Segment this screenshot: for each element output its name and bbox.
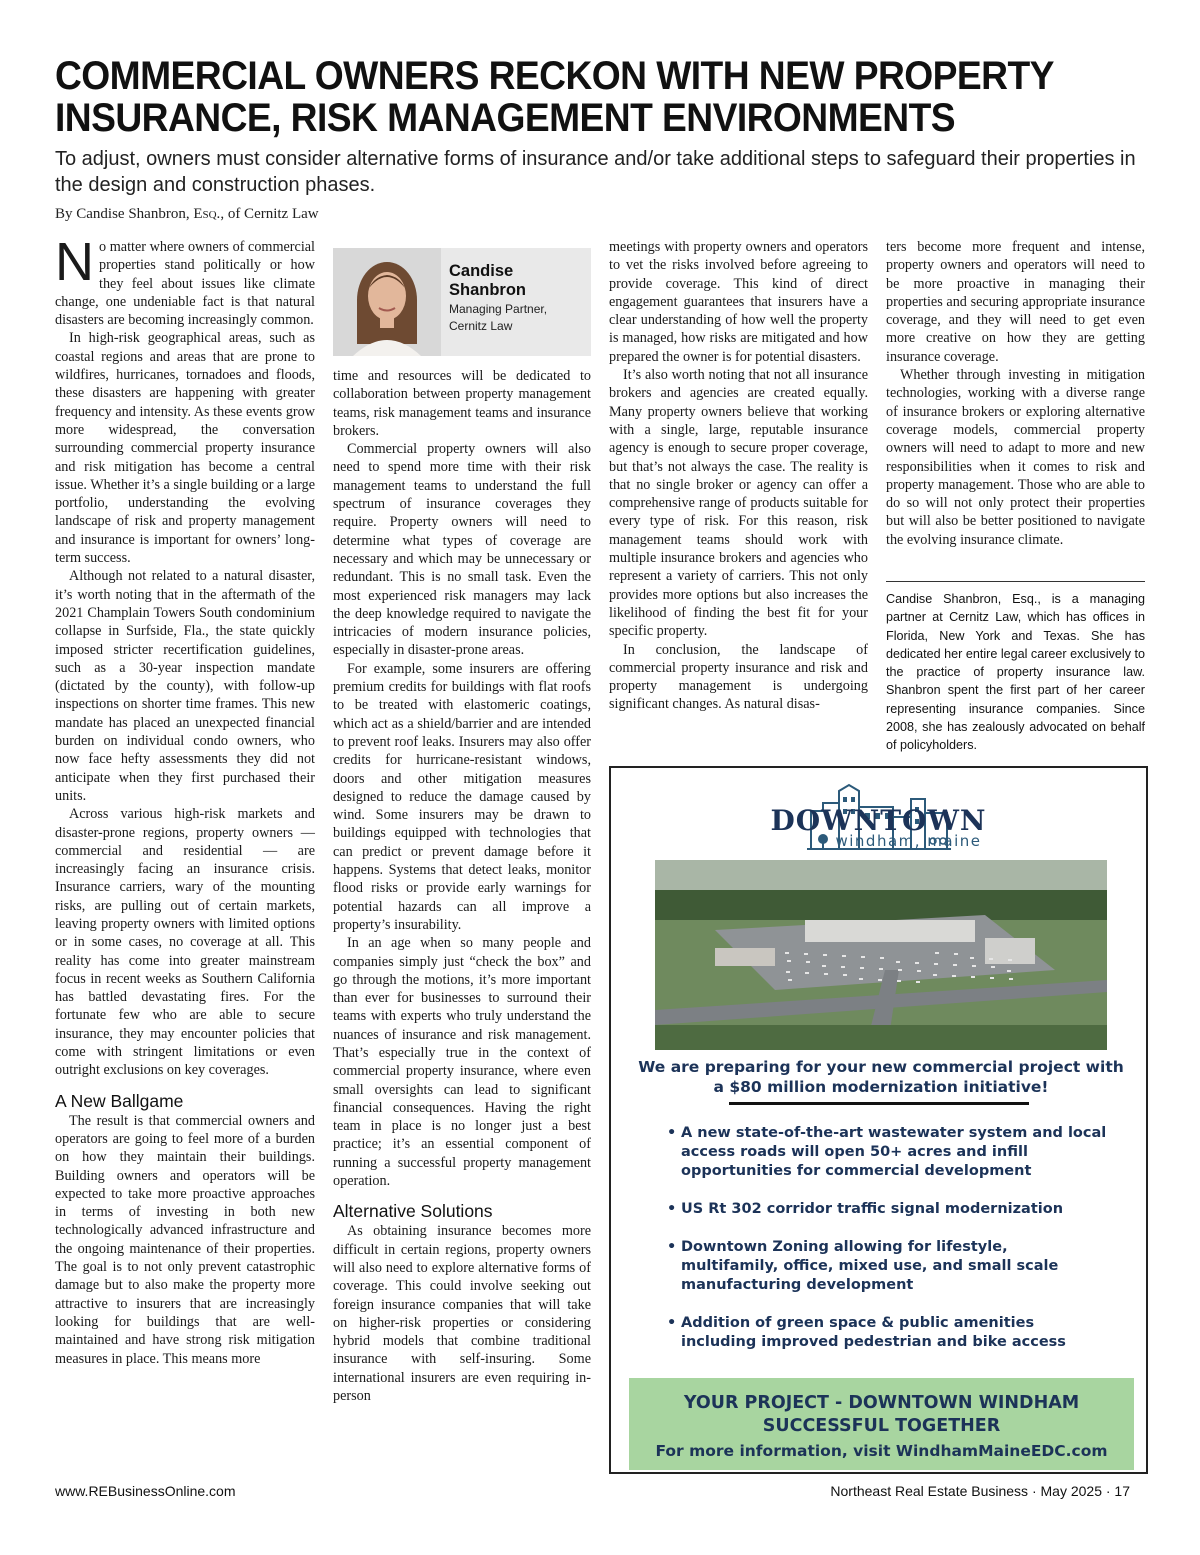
ad-bullet-text: Addition of green space & public amenities including improved pedestrian and bike access [681, 1315, 1066, 1350]
column-3 [609, 238, 868, 714]
bio-divider [886, 581, 1145, 582]
bullet-icon: • [667, 1239, 677, 1255]
author-photo-box [333, 248, 591, 356]
drop-cap: N [55, 232, 94, 292]
byline-prefix: By Candise Shanbron, [55, 206, 194, 222]
footer-publication-info: Northeast Real Estate Business · May 2025 · 17 [830, 1483, 1130, 1499]
col1-paragraph-4: Across various high-risk markets and disaster-prone regions, property owners — commercial and residential — are increasingly facing an insurance crisis. Insurance carriers, wary of the mounting risks, are pulling out of certain markets, leaving property owners with limited options or in some cases, no coverage at all. This reality has come into greater mainstream focus in recent weeks as Southern California has battled devastating fires. For the fortunate few who are able to secure insurance, they may encounter policies that come with stringent limitations or even outright exclusions on key coverages. [55, 806, 315, 1079]
headline: COMMERCIAL OWNERS RECKON WITH NEW PROPERTY INSURANCE, RISK MANAGEMENT ENVIRONMENTS [55, 54, 1054, 140]
col3-paragraph-1: meetings with property owners and operators to vet the risks involved before agreeing to provide coverage. This kind of direct engagement guarantees that insurers have a clear understanding of how well the property is managed, how risks are mitigated and how prepared the owner is for potential disasters. [609, 239, 868, 365]
aerial-photo [655, 860, 1107, 1050]
column-1 [55, 232, 315, 1368]
byline-esq: Esq. [193, 206, 221, 222]
author-bio: Candise Shanbron, Esq., is a managing partner at Cernitz Law, which has offices in Florida, New York and Texas. She has dedicated her entire legal career exclusively to the practice of property insurance law. Shanbron spent the first part of her career representing insurance companies. Since 2008, she has zealously advocated on behalf of policyholders. [886, 592, 1146, 753]
col3-paragraph-3: In conclusion, the landscape of commercial property insurance and risk and property management is undergoing significant changes. As natural disas- [609, 641, 868, 713]
col2-paragraph-3: For example, some insurers are offering premium credits for buildings with flat roofs to be treated with elastomeric coatings, which act as a shield/barrier and are intended to prevent roof leaks. Insurers may also offer credits for hurricane-resistant windows, doors and other mitigation measures designed to reduce the damage caused by wind. Some insurers may be drawn to buildings equipped with technologies that can predict or prevent damage before it happens. Systems that detect leaks, monitor flood risks or provide early warnings for potential hazards can all improve a property’s insurability. [333, 660, 591, 933]
column-4 [886, 238, 1145, 549]
ad-bullet-text: A new state-of-the-art wastewater system and local access roads will open 50+ acres and infill opportunities for commercial development [681, 1125, 1107, 1179]
ad-bullet-text: Downtown Zoning allowing for lifestyle, multifamily, office, mixed use, and small scale manufacturing development [681, 1239, 1059, 1293]
col3-paragraph-2: It’s also worth noting that not all insurance brokers and agencies are created equally. Many property owners believe that working with a single, large, reputable insurance agency is enough to secure proper coverage, but that’s not always the case. The reality is that no single broker or agency can offer a comprehensive range of products suitable for every type of risk. For this reason, risk management teams should work with multiple insurance brokers and agencies who represent a variety of carriers. This not only provides more options but also increases the likelihood of finding the best fit for your specific property. [609, 367, 868, 640]
ad-bullet-item [667, 1238, 1107, 1295]
downtown-windham-ad [609, 766, 1148, 1474]
col2-paragraph-4: In an age when so many people and companies simply just “check the box” and go through the motions, it’s more important than ever for businesses to surround their teams with experts who truly understand the nuances of insurance and risk management. That’s especially true in the context of commercial property insurance, where even small oversights can lead to significant financial consequences. Having the right team in place is no longer just a best practice; it’s an essential component of running a successful property management operation. [333, 935, 591, 1190]
ad-bullet-item [667, 1200, 1107, 1219]
ad-brand-name: DOWNTOWN [770, 804, 987, 837]
cta-website-link[interactable]: For more information, visit WindhamMaineEDC.com [655, 1442, 1108, 1460]
cta-line-1: YOUR PROJECT - DOWNTOWN WINDHAM [683, 1393, 1080, 1413]
col1-p1-text: o matter where owners of commercial properties stand politically or how they feel about issues like climate change, one undeniable fact is that natural disasters are becoming increasingly common. [55, 239, 315, 329]
col1-paragraph-5: The result is that commercial owners and operators are going to feel more of a burden on how they maintain their buildings. Building owners and operators will be expected to take more proactive approaches in terms of investing in both new technologically advanced infrastructure and the ongoing maintenance of their properties. The goal is to not only prevent catastrophic damage but to also make the property more attractive to insurers that are increasingly looking for buildings that are well-maintained and have strong risk mitigation measures in place. This means more [55, 1112, 315, 1367]
col4-paragraph-1: ters become more frequent and intense, property owners and operators will need to be more proactive in managing their properties and securing appropriate insurance coverage, and they will need to get even more creative on how they are getting insurance coverage. [886, 239, 1145, 365]
bullet-icon: • [667, 1201, 677, 1217]
ad-cta-box [629, 1378, 1134, 1470]
ad-bullet-list [667, 1124, 1107, 1371]
subhead: To adjust, owners must consider alternative forms of insurance and/or take additional steps to safeguard their properties in the design and construction phases. [55, 148, 1136, 196]
subsection-heading-alternative-solutions: Alternative Solutions [333, 1201, 493, 1222]
col2-paragraph-2: Commercial property owners will also need to spend more time with their risk management teams to understand the full spectrum of insurance coverages they require. Property owners will need to determine what types of coverage are necessary and which may be unnecessary or redundant. This is no small task. Even the most experienced risk managers may lack the deep knowledge required to navigate the intricacies of modern insurance policies, especially in disaster-prone areas. [333, 441, 591, 659]
bullet-icon: • [667, 1125, 677, 1141]
column-2 [333, 367, 591, 1405]
col1-paragraph-2: In high-risk geographical areas, such as coastal regions and areas that are prone to wildfires, hurricanes, tornadoes and floods, these disasters are happening with greater frequency and intensity. As these events grow more widespread, the conversation surrounding commercial property insurance and risk mitigation has become a central issue. Whether it’s a single building or a large portfolio, understanding the evolving landscape of risk and property management and insurance is important for owners’ long-term success. [55, 330, 315, 567]
footer-website[interactable]: www.REBusinessOnline.com [55, 1483, 236, 1499]
ad-lead-text: We are preparing for your new commercial project with a $80 million modernization initiative! [638, 1058, 1124, 1096]
photo-author-title [449, 301, 547, 335]
ad-bullet-item [667, 1314, 1107, 1352]
ad-tagline: windham, maine [835, 832, 982, 850]
ad-bullet-item [667, 1124, 1107, 1181]
col1-paragraph-1 [55, 232, 315, 329]
photo-author-name: Candise Shanbron [449, 262, 526, 299]
ad-divider [729, 1102, 1029, 1105]
col2-paragraph-5: As obtaining insurance becomes more difficult in certain regions, property owners will also need to explore alternative forms of coverage. This could involve seeking out foreign insurance companies that will take on higher-risk properties or considering hybrid models that combine traditional insurance with self-insuring. Some international insurers are even requiring in-person [333, 1223, 591, 1405]
bullet-icon: • [667, 1315, 677, 1331]
subsection-heading-new-ballgame: A New Ballgame [55, 1090, 184, 1111]
photo-title-line1: Managing Partner, [449, 302, 548, 316]
ad-bullet-text: US Rt 302 corridor traffic signal modernization [681, 1201, 1064, 1217]
cta-line-2: SUCCESSFUL TOGETHER [762, 1416, 1001, 1436]
col2-paragraph-1: time and resources will be dedicated to collaboration between property management teams, risk management teams and insurance brokers. [333, 368, 591, 439]
author-portrait [333, 248, 441, 356]
photo-title-line2: Cernitz Law [449, 319, 513, 333]
col4-paragraph-2: Whether through investing in mitigation technologies, working with a diverse range of insurance brokers or exploring alternative coverage models, commercial property owners will need to adapt to more and new responsibilities when it comes to risk and property management. Those who are able to do so will not only protect their properties but will also be better positioned to navigate the evolving insurance climate. [886, 367, 1145, 548]
byline [55, 206, 319, 223]
col1-paragraph-3: Although not related to a natural disaster, it’s worth noting that in the aftermath of the 2021 Champlain Towers South condominium collapse in Surfside, Fla., the state quickly imposed stricter recertification guidelines, such as a 30-year inspection mandate (dictated by the county), with follow-up inspections on shorter time frames. This new mandate has placed an unexpected financial burden on individual condo owners, who now face hefty assessments they did not anticipate when they first purchased their units. [55, 568, 315, 804]
byline-suffix: , of Cernitz Law [220, 206, 319, 222]
